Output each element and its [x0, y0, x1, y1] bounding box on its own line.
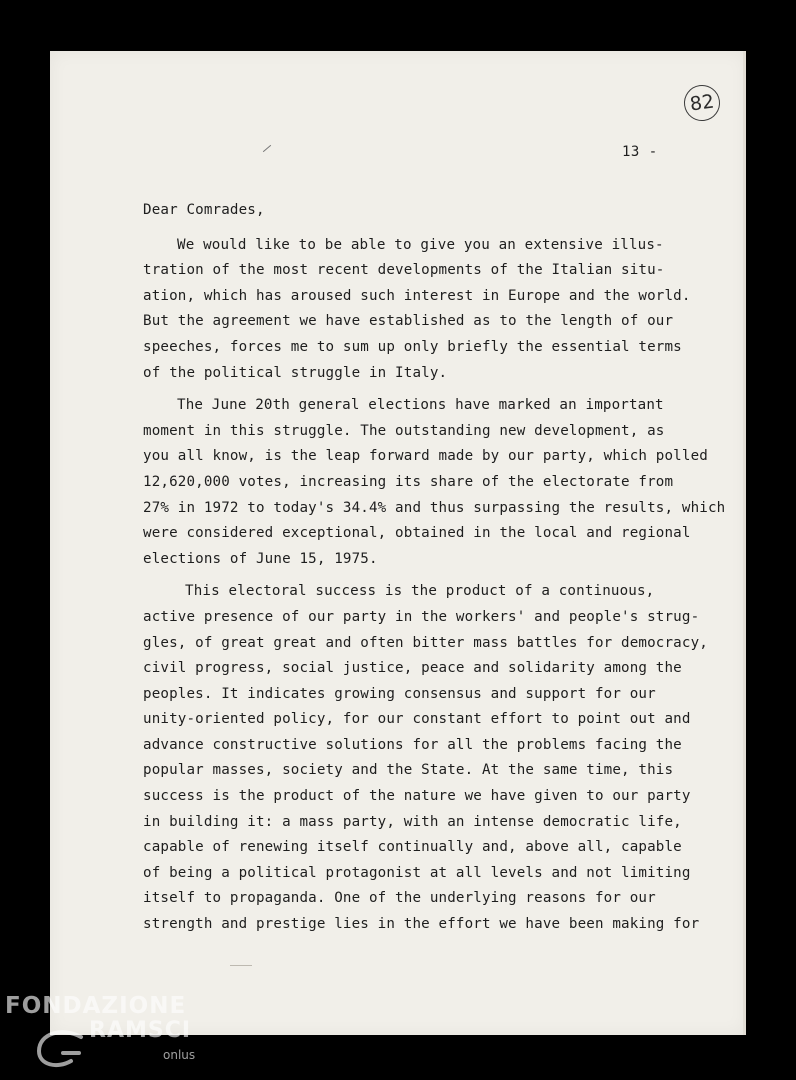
text-line: moment in this struggle. The outstanding new development, as: [143, 422, 665, 439]
text-line: itself to propaganda. One of the underlying reasons for our: [143, 890, 656, 907]
text-line: you all know, is the leap forward made by our party, which polled: [143, 448, 708, 465]
salutation: Dear Comrades,: [143, 202, 265, 218]
text-line: We would like to be able to give you an extensive illus-: [177, 236, 664, 253]
text-line: active presence of our party in the workers' and people's strug-: [143, 608, 700, 625]
text-line: 12,620,000 votes, increasing its share of the electorate from: [143, 473, 674, 490]
paragraph-1: [143, 233, 743, 387]
paragraph-3: [143, 579, 743, 937]
watermark-line2: RAMSCI: [89, 1018, 192, 1043]
text-line: strength and prestige lies in the effort we have been making for: [143, 916, 700, 933]
watermark-line1: FONDAZIONE: [5, 993, 187, 1019]
watermark-swirl-icon: [33, 1023, 89, 1073]
text-line: The June 20th general elections have marked an important: [177, 397, 664, 414]
archive-watermark: [5, 993, 205, 1073]
text-line: success is the product of the nature we have given to our party: [143, 788, 691, 805]
text-line: were considered exceptional, obtained in the local and regional: [143, 525, 691, 542]
text-line: speeches, forces me to sum up only briefly the essential terms: [143, 338, 682, 355]
paper-edge: [743, 51, 746, 1035]
archive-stamp: 82: [682, 83, 723, 124]
document-page: [50, 51, 746, 1035]
letter-body: [143, 198, 743, 938]
text-line: tration of the most recent developments of the Italian situ-: [143, 262, 665, 279]
text-line: gles, of great great and often bitter mass battles for democracy,: [143, 634, 708, 651]
text-line: in building it: a mass party, with an intense democratic life,: [143, 813, 682, 830]
text-line: peoples. It indicates growing consensus and support for our: [143, 685, 656, 702]
paragraph-2: [143, 393, 743, 572]
text-line: This electoral success is the product of a continuous,: [185, 583, 655, 600]
text-line: advance constructive solutions for all the problems facing the: [143, 736, 682, 753]
watermark-suffix: onlus: [163, 1048, 196, 1062]
text-line: 27% in 1972 to today's 34.4% and thus surpassing the results, which: [143, 499, 726, 516]
text-line: of being a political protagonist at all levels and not limiting: [143, 864, 691, 881]
text-line: civil progress, social justice, peace and solidarity among the: [143, 660, 682, 677]
text-line: unity-oriented policy, for our constant effort to point out and: [143, 711, 691, 728]
text-line: capable of renewing itself continually and, above all, capable: [143, 839, 682, 856]
text-line: of the political struggle in Italy.: [143, 364, 448, 381]
text-line: ation, which has aroused such interest in Europe and the world.: [143, 287, 691, 304]
page-number: 13 -: [622, 144, 658, 160]
text-line: popular masses, society and the State. At the same time, this: [143, 762, 674, 779]
faint-mark: [230, 965, 252, 966]
text-line: elections of June 15, 1975.: [143, 550, 378, 567]
text-line: But the agreement we have established as to the length of our: [143, 313, 674, 330]
pen-mark: [263, 145, 271, 152]
